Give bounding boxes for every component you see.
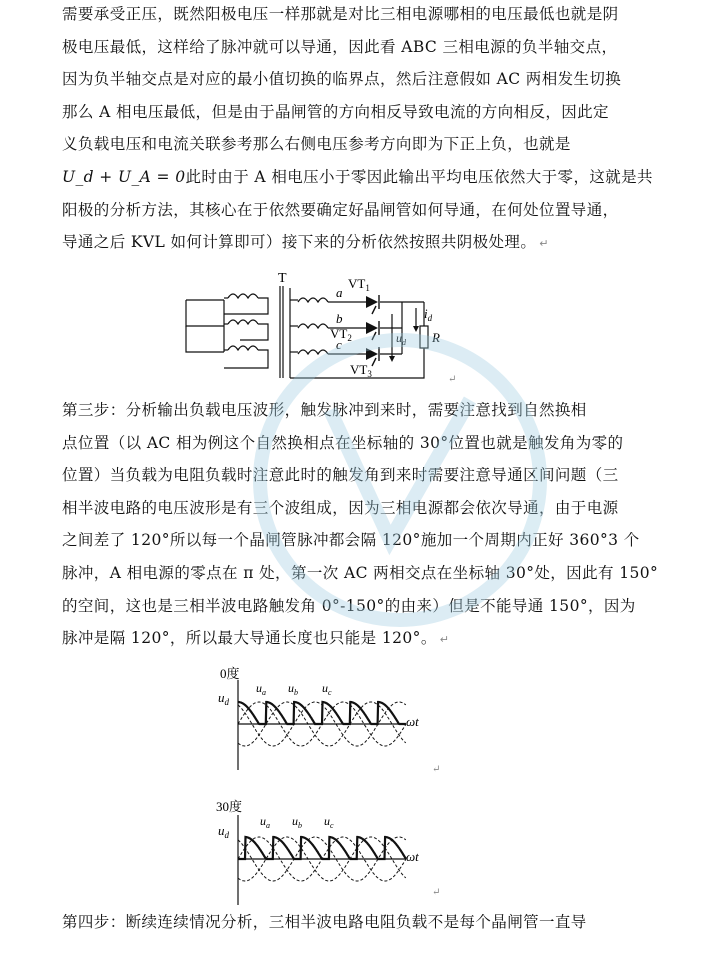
text-line-content: 导通之后 KVL 如何计算即可）接下来的分析依然按照共阴极处理。 [62, 233, 537, 252]
text-line: 义负载电压和电流关联参考那么右侧电压参考方向即为下正上负，也就是 [62, 135, 571, 154]
text-line: 相半波电路的电压波形是有三个波组成，因为三相电源都会依次导通，由于电源 [62, 498, 619, 517]
text-line-with-equation [62, 161, 653, 194]
text-line: 第三步：分析输出负载电压波形，触发脉冲到来时，需要注意找到自然换相 [62, 401, 587, 419]
paragraph-mark: ↵ [432, 764, 441, 775]
curve-c-label: $u_c$ [322, 681, 332, 697]
text-line: 需要承受正压，既然阳极电压一样那就是对比三相电源哪相的电压最低也就是阴 [62, 5, 619, 23]
plot-area [238, 815, 406, 905]
text-line: 位置）当负载为电阻负载时注意此时的触发角到来时需要注意导通区间问题（三 [62, 466, 619, 485]
paragraph-mark: ↵ [539, 237, 549, 251]
text-line: 第四步：断续连续情况分析，三相半波电路电阻负载不是每个晶闸管一直导 [62, 913, 587, 931]
curve-b-label: $u_b$ [292, 814, 302, 830]
circuit-diagram [180, 268, 470, 386]
equation: U_d + U_A = 0 [62, 167, 186, 186]
x-axis-label: ωt [406, 714, 419, 729]
text-line: 那么 A 相电压最低，但是由于晶闸管的方向相反导致电流的方向相反，因此定 [62, 102, 609, 121]
graph-title: 0度 [220, 666, 240, 681]
paragraph-mark: ↵ [448, 374, 457, 385]
curve-c-label: $u_c$ [324, 814, 334, 830]
text-line-content: 脉冲是隔 120°，所以最大导通长度也只能是 120°。 [62, 629, 437, 648]
text-line: 因为负半轴交点是对应的最小值切换的临界点，然后注意假如 AC 两相发生切换 [62, 70, 622, 89]
vt1-label: $VT_1$ [348, 276, 370, 293]
paragraph-1 [62, 0, 653, 261]
paragraph-mark: ↵ [439, 633, 450, 647]
text-line [62, 226, 622, 261]
curve-a-label: $u_a$ [260, 814, 270, 830]
vt3-label: $VT_3$ [350, 362, 372, 379]
phase-b-label: b [336, 311, 343, 326]
text-line: 此时由于 A 相电压小于零因此输出平均电压依然大于零，这就是共 [185, 167, 653, 186]
graph-title: 30度 [216, 799, 243, 814]
text-line [62, 622, 622, 657]
voltage-label: $u_d$ [396, 331, 406, 347]
vt2-label: $VT_2$ [330, 326, 352, 343]
y-axis-label: $u_d$ [218, 823, 229, 840]
text-line: 脉冲，A 相电源的零点在 π 处，第一次 AC 两相交点在坐标轴 30°处，因此有 150° [62, 563, 659, 582]
paragraph-mark: ↵ [432, 887, 441, 898]
transformer-label: T [278, 271, 287, 286]
phase-c-label: c [336, 337, 342, 352]
y-axis-label: $u_d$ [218, 690, 229, 707]
phase-a-label: a [336, 285, 343, 300]
curve-b-label: $u_b$ [288, 681, 298, 697]
paragraph-2 [62, 394, 659, 657]
resistor-label: R [432, 330, 440, 345]
curve-a-label: $u_a$ [256, 681, 266, 697]
text-line: 点位置（以 AC 相为例这个自然换相点在坐标轴的 30°位置也就是触发角为零的 [62, 433, 624, 452]
output-voltage-waveform [238, 702, 406, 724]
text-line: 极电压最低，这样给了脉冲就可以导通，因此看 ABC 三相电源的负半轴交点， [62, 37, 618, 56]
text-line: 阳极的分析方法，其核心在于依然要确定好晶闸管如何导通，在何处位置导通， [62, 200, 619, 219]
waveform-graph-30deg [210, 795, 450, 905]
waveform-graph-0deg [210, 660, 450, 780]
text-line: 之间差了 120°所以每一个晶闸管脉冲都会隔 120°施加一个周期内正好 360°3 个 [62, 531, 640, 550]
text-line: 的空间，这也是三相半波电路触发角 0°-150°的由来）但是不能导通 150°，因为 [62, 596, 636, 615]
current-label: $i_d$ [424, 306, 433, 323]
x-axis-label: ωt [406, 849, 419, 864]
paragraph-3 [62, 906, 622, 939]
